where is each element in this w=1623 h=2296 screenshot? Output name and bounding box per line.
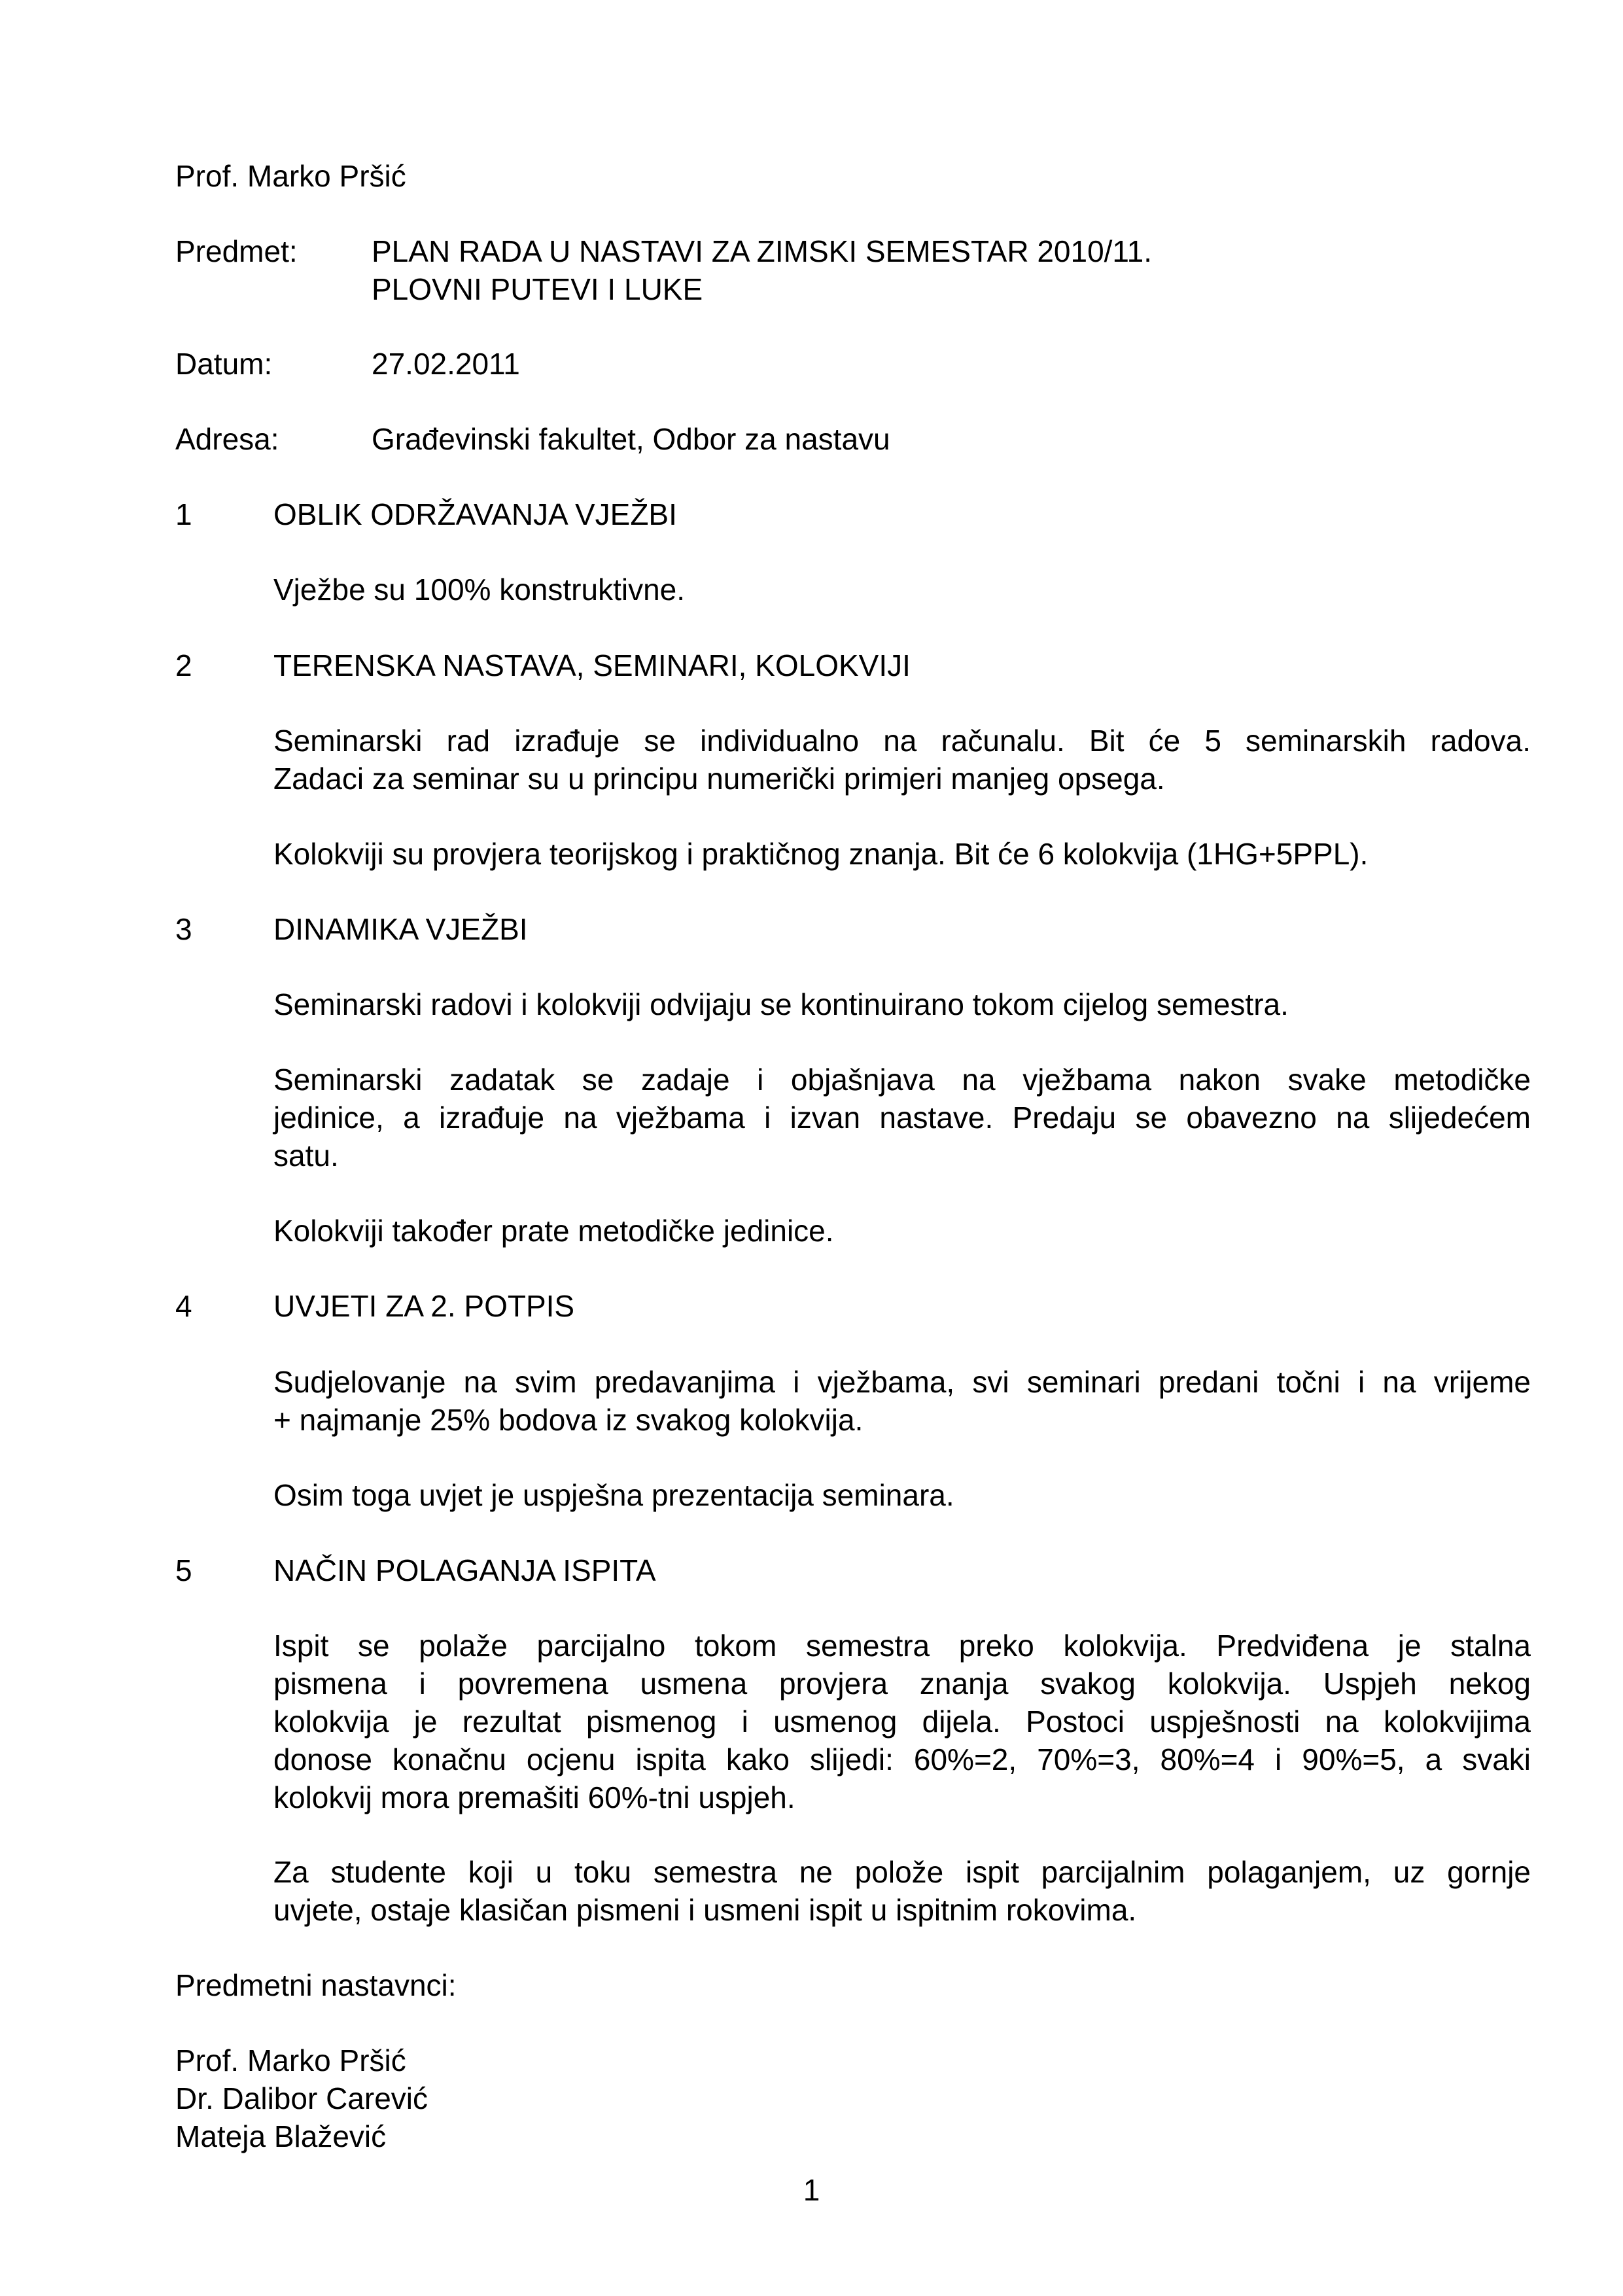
paragraph (273, 835, 1531, 873)
section-number: 4 (175, 1289, 192, 1323)
paragraph-line: Za studente koji u toku semestra ne polože ispit parcijalnim polaganjem, uz gornje (273, 1855, 1531, 1889)
paragraph-line: Sudjelovanje na svim predavanjima i vježbama, svi seminari predani točni i na vrijeme (273, 1365, 1531, 1399)
section-number: 1 (175, 497, 192, 531)
predmet-value-line1: PLAN RADA U NASTAVI ZA ZIMSKI SEMESTAR 2010/11. (372, 234, 1152, 268)
teacher-name: Mateja Blažević (175, 2119, 387, 2153)
paragraph (273, 1476, 1531, 1514)
section-title: OBLIK ODRŽAVANJA VJEŽBI (273, 497, 677, 531)
paragraph (273, 571, 1531, 609)
paragraph (273, 1363, 1531, 1439)
closing-label: Predmetni nastavnci: (175, 1968, 457, 2002)
predmet-value-line2: PLOVNI PUTEVI I LUKE (372, 272, 703, 306)
paragraph-line: Seminarski zadatak se zadaje i objašnjava na vježbama nakon svake metodičke (273, 1063, 1531, 1097)
author-line (175, 157, 406, 195)
section-title: NAČIN POLAGANJA ISPITA (273, 1553, 656, 1587)
paragraph-line: Seminarski radovi i kolokviji odvijaju se kontinuirano tokom cijelog semestra. (273, 987, 1289, 1021)
section-title: UVJETI ZA 2. POTPIS (273, 1289, 575, 1323)
paragraph-line: Osim toga uvjet je uspješna prezentacija seminara. (273, 1478, 954, 1512)
section-number: 2 (175, 648, 192, 682)
paragraph-line: Ispit se polaže parcijalno tokom semestra preko kolokvija. Predviđena je stalna (273, 1629, 1531, 1663)
page-number: 1 (803, 2173, 820, 2207)
paragraph (273, 985, 1531, 1023)
paragraph (273, 1061, 1531, 1174)
paragraph-line: donose konačnu ocjenu ispita kako slijedi: 60%=2, 70%=3, 80%=4 i 90%=5, a svaki (273, 1742, 1531, 1776)
paragraph (273, 722, 1531, 798)
paragraph-line: uvjete, ostaje klasičan pismeni i usmeni ispit u ispitnim rokovima. (273, 1893, 1137, 1927)
adresa-value: Građevinski fakultet, Odbor za nastavu (372, 422, 890, 456)
section-number: 3 (175, 912, 192, 946)
paragraph-line: kolokvija je rezultat pismenog i usmenog dijela. Postoci uspješnosti na kolokvijima (273, 1704, 1531, 1739)
paragraph-line: jedinice, a izrađuje na vježbama i izvan nastave. Predaju se obavezno na slijedećem (273, 1101, 1531, 1135)
section-number: 5 (175, 1553, 192, 1587)
paragraph (273, 1853, 1531, 1929)
author-name: Prof. Marko Pršić (175, 159, 406, 193)
datum-label: Datum: (175, 347, 273, 381)
paragraph-line: Kolokviji također prate metodičke jedinice. (273, 1214, 834, 1248)
section-title: TERENSKA NASTAVA, SEMINARI, KOLOKVIJI (273, 648, 911, 682)
datum-value: 27.02.2011 (372, 347, 520, 381)
predmet-label: Predmet: (175, 234, 298, 268)
paragraph-line: Zadaci za seminar su u principu numerički primjeri manjeg opsega. (273, 762, 1165, 796)
paragraph (273, 1627, 1531, 1816)
adresa-label: Adresa: (175, 422, 279, 456)
teacher-name: Prof. Marko Pršić (175, 2043, 406, 2077)
paragraph-line: Kolokviji su provjera teorijskog i praktičnog znanja. Bit će 6 kolokvija (1HG+5PPL). (273, 837, 1369, 871)
paragraph-line: + najmanje 25% bodova iz svakog kolokvija. (273, 1403, 864, 1437)
paragraph-line: satu. (273, 1139, 339, 1173)
paragraph-line: Vježbe su 100% konstruktivne. (273, 573, 686, 607)
paragraph-line: pismena i povremena usmena provjera znanja svakog kolokvija. Uspjeh nekog (273, 1667, 1531, 1701)
paragraph-line: kolokvij mora premašiti 60%-tni uspjeh. (273, 1780, 795, 1814)
teacher-name: Dr. Dalibor Carević (175, 2081, 428, 2115)
paragraph-line: Seminarski rad izrađuje se individualno na računalu. Bit će 5 seminarskih radova. (273, 724, 1531, 758)
section-title: DINAMIKA VJEŽBI (273, 912, 528, 946)
paragraph (273, 1212, 1531, 1250)
